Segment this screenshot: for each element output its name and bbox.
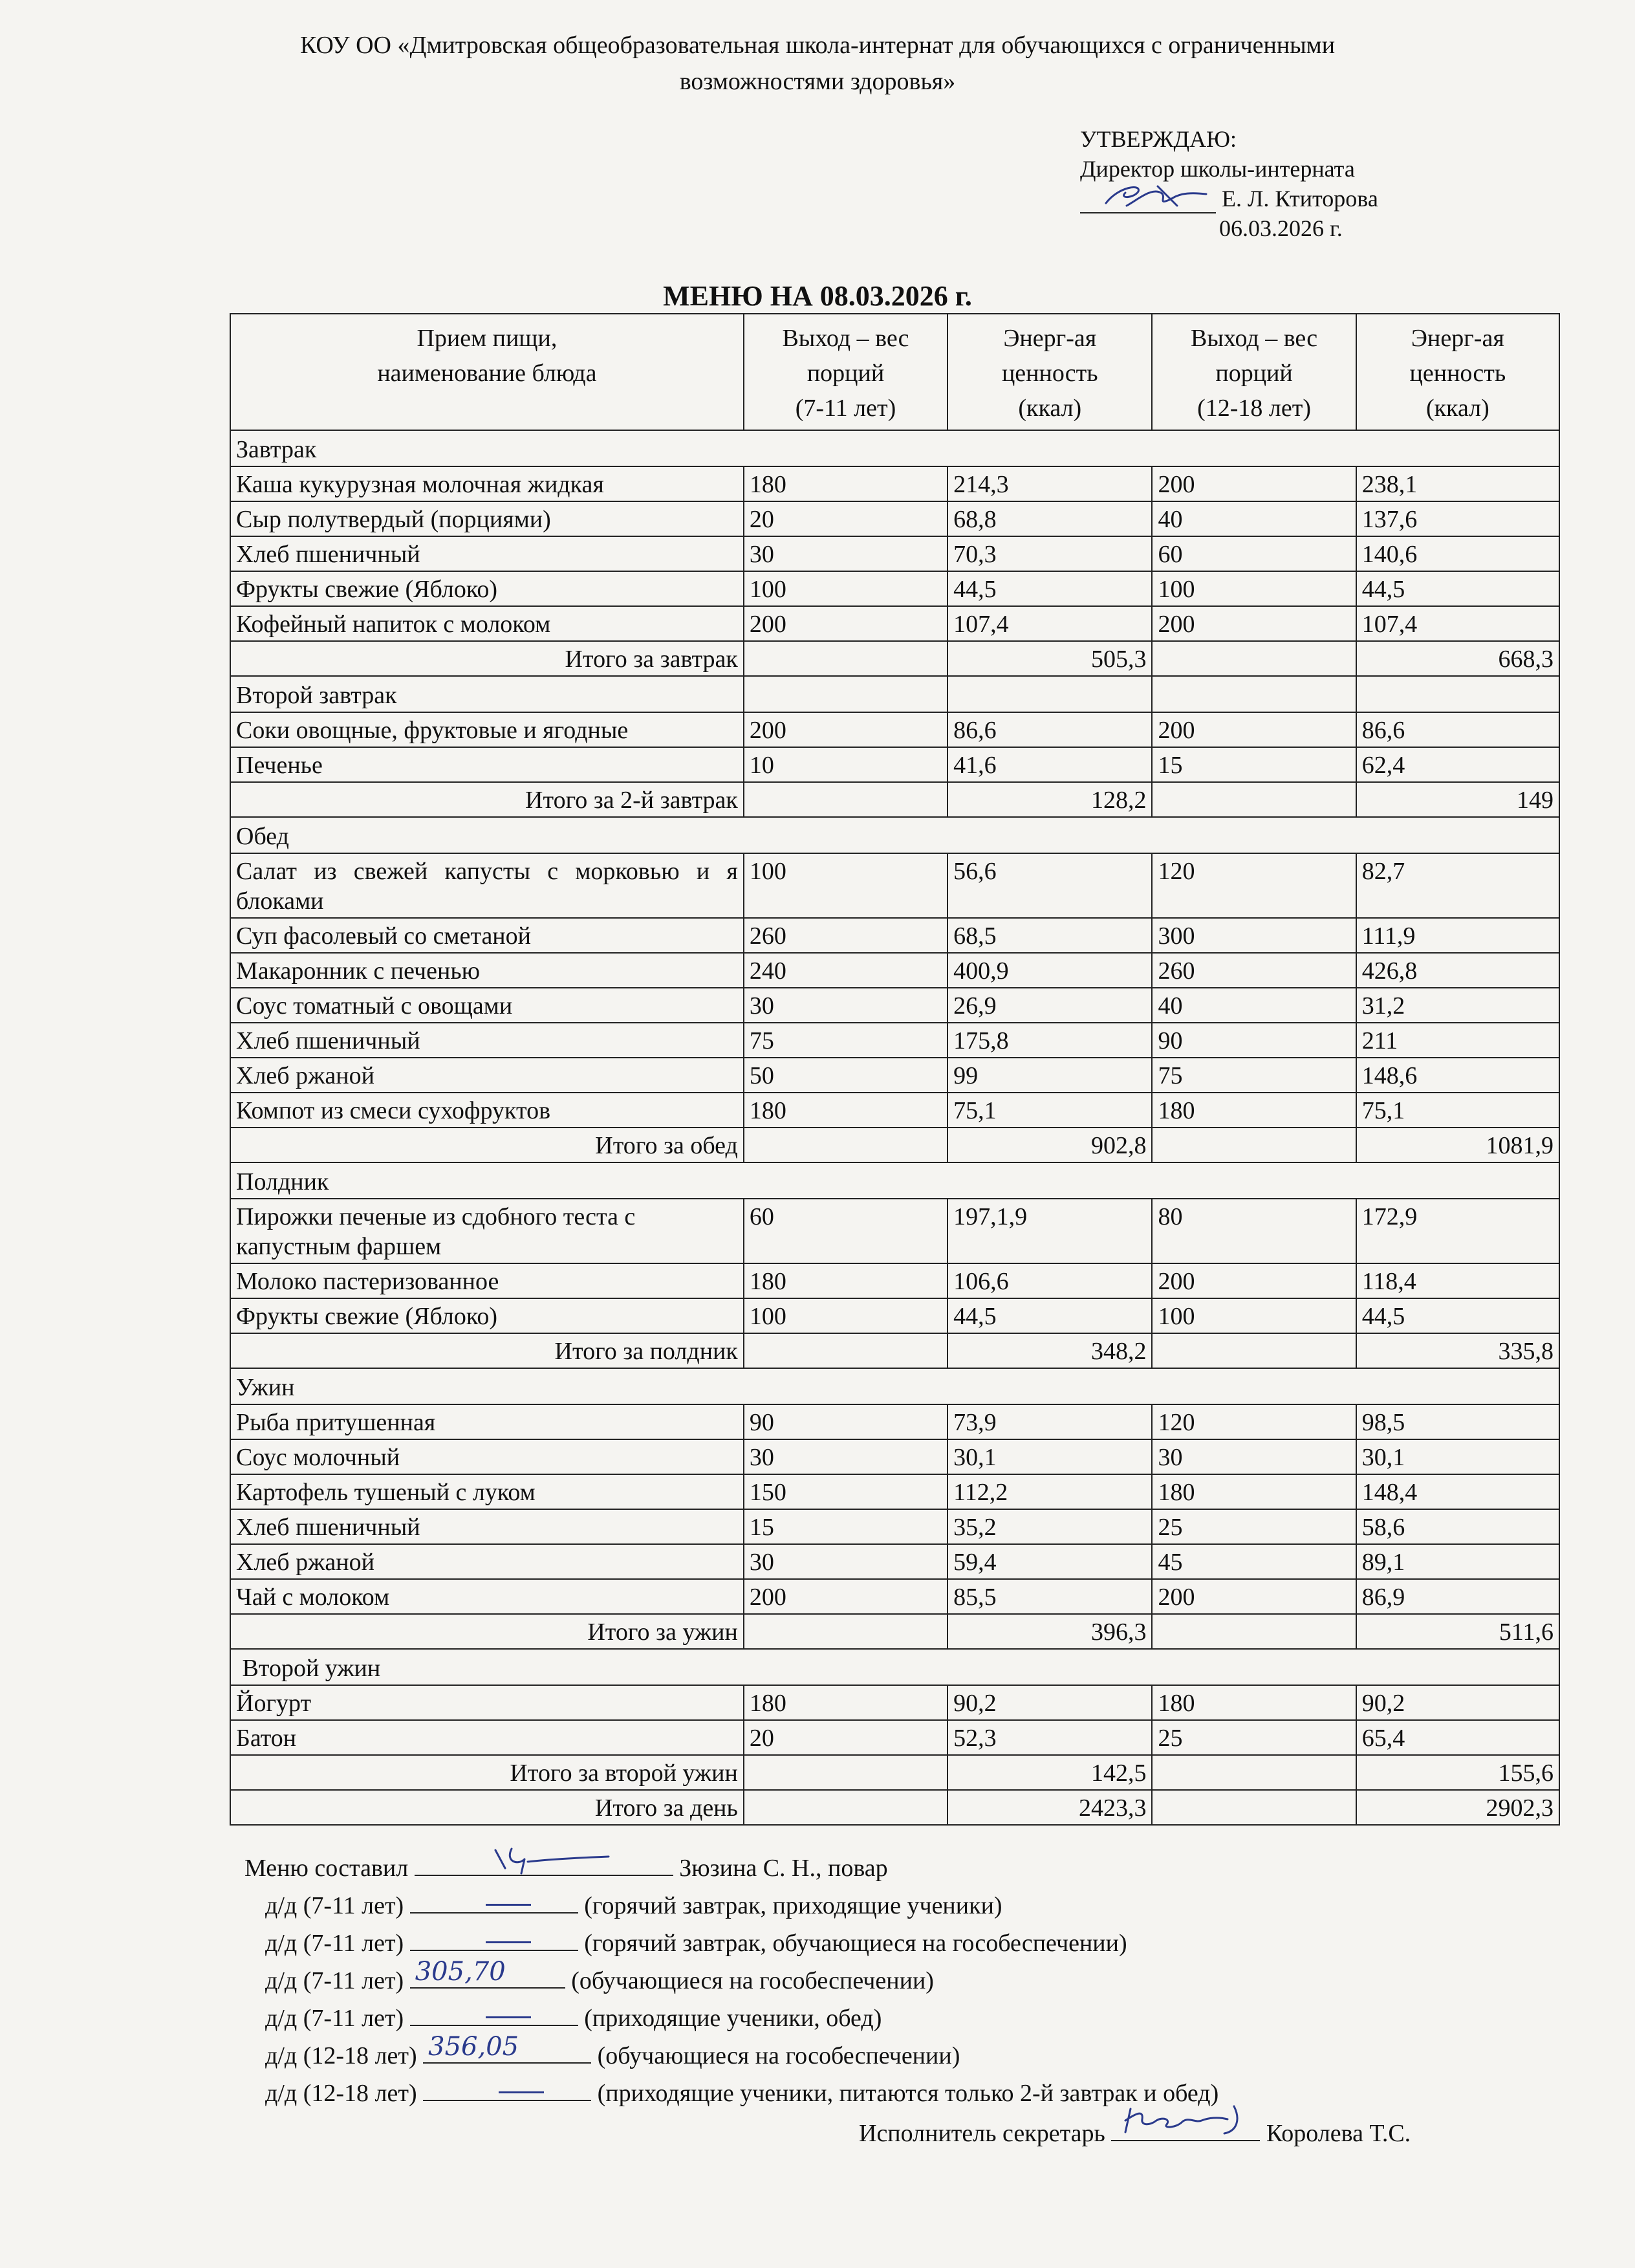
dish-name: Фрукты свежие (Яблоко): [230, 571, 744, 606]
energy-7-11: 175,8: [947, 1023, 1152, 1058]
day-total-energy-7-11: 2423,3: [947, 1790, 1152, 1825]
table-header-row: [230, 314, 1559, 430]
section-row: [230, 1368, 1559, 1404]
section-name: Полдник: [230, 1162, 1559, 1199]
total-row: [230, 641, 1559, 676]
col-header-energy-7-11: Энерг-ая ценность (ккал): [947, 314, 1152, 430]
total-energy-7-11: 348,2: [947, 1333, 1152, 1368]
energy-7-11: 30,1: [947, 1439, 1152, 1474]
dd-line: [244, 1957, 1218, 1999]
weight-7-11: 30: [744, 536, 947, 571]
dd-line: [244, 1886, 1218, 1924]
dish-name: Суп фасолевый со сметаной: [230, 918, 744, 953]
dd-label: д/д (7-11 лет): [265, 1892, 404, 1919]
energy-12-18: 111,9: [1356, 918, 1559, 953]
weight-12-18: 120: [1152, 853, 1356, 918]
col-header-energy-12-18: Энерг-ая ценность (ккал): [1356, 314, 1559, 430]
weight-7-11: 30: [744, 988, 947, 1023]
energy-12-18: 62,4: [1356, 747, 1559, 782]
weight-7-11: 240: [744, 953, 947, 988]
weight-7-11: 10: [744, 747, 947, 782]
total-energy-7-11: 902,8: [947, 1128, 1152, 1162]
total-label: Итого за ужин: [230, 1614, 744, 1649]
section-name: Второй завтрак: [230, 676, 744, 712]
energy-7-11: 35,2: [947, 1509, 1152, 1544]
weight-12-18: 200: [1152, 606, 1356, 641]
menu-title: МЕНЮ НА 08.03.2026 г.: [663, 280, 972, 312]
total-energy-12-18: 668,3: [1356, 641, 1559, 676]
dd-line: [244, 2074, 1218, 2111]
day-total-energy-12-18: 2902,3: [1356, 1790, 1559, 1825]
weight-7-11: 100: [744, 853, 947, 918]
weight-7-11: 180: [744, 466, 947, 501]
total-label: Итого за обед: [230, 1128, 744, 1162]
executor-name: Королева Т.С.: [1266, 2120, 1411, 2147]
day-total-label: Итого за день: [230, 1790, 744, 1825]
energy-12-18: 148,4: [1356, 1474, 1559, 1509]
day-total-row: [230, 1790, 1559, 1825]
dish-name: Хлеб пшеничный: [230, 1509, 744, 1544]
table-row: [230, 1439, 1559, 1474]
dd-value: 305,70: [410, 1961, 565, 1989]
table-row: [230, 571, 1559, 606]
section-name: Завтрак: [230, 430, 1559, 466]
table-row: [230, 953, 1559, 988]
dish-name: Каша кукурузная молочная жидкая: [230, 466, 744, 501]
weight-12-18: 180: [1152, 1685, 1356, 1720]
total-label: Итого за полдник: [230, 1333, 744, 1368]
approval-block: [1080, 124, 1378, 243]
approval-position: Директор школы-интерната: [1080, 156, 1355, 182]
energy-7-11: 400,9: [947, 953, 1152, 988]
approval-date: 06.03.2026 г.: [1219, 215, 1343, 241]
total-label: Итого за завтрак: [230, 641, 744, 676]
dd-line: [244, 2032, 1218, 2074]
energy-12-18: 86,9: [1356, 1579, 1559, 1614]
section-row: [230, 1649, 1559, 1685]
section-row: [230, 676, 1559, 712]
dish-name: Пирожки печеные из сдобного теста с капустным фаршем: [230, 1199, 744, 1263]
dd-note: (приходящие ученики, питаются только 2-й завтрак и обед): [597, 2080, 1219, 2107]
table-row: [230, 1509, 1559, 1544]
dish-name: Рыба притушенная: [230, 1404, 744, 1439]
energy-7-11: 85,5: [947, 1579, 1152, 1614]
composed-label: Меню составил: [244, 1855, 409, 1882]
weight-7-11: 20: [744, 501, 947, 536]
col-header-weight-12-18: Выход – вес порций (12-18 лет): [1152, 314, 1356, 430]
weight-12-18: 200: [1152, 712, 1356, 747]
dish-name: Картофель тушеный с луком: [230, 1474, 744, 1509]
energy-7-11: 107,4: [947, 606, 1152, 641]
table-row: [230, 747, 1559, 782]
weight-12-18: 25: [1152, 1720, 1356, 1755]
weight-12-18: 260: [1152, 953, 1356, 988]
energy-12-18: 30,1: [1356, 1439, 1559, 1474]
total-energy-12-18: 511,6: [1356, 1614, 1559, 1649]
weight-7-11: 200: [744, 712, 947, 747]
dish-name: Хлеб пшеничный: [230, 1023, 744, 1058]
weight-12-18: 180: [1152, 1093, 1356, 1128]
total-row: [230, 1614, 1559, 1649]
dish-name: Кофейный напиток с молоком: [230, 606, 744, 641]
energy-12-18: 75,1: [1356, 1093, 1559, 1128]
energy-7-11: 44,5: [947, 571, 1152, 606]
dish-name: Йогурт: [230, 1685, 744, 1720]
table-row: [230, 918, 1559, 953]
energy-12-18: 211: [1356, 1023, 1559, 1058]
weight-12-18: 100: [1152, 1298, 1356, 1333]
table-row: [230, 1685, 1559, 1720]
energy-12-18: 172,9: [1356, 1199, 1559, 1263]
energy-12-18: 31,2: [1356, 988, 1559, 1023]
menu-table: [230, 313, 1560, 1826]
dd-note: (приходящие ученики, обед): [584, 2005, 882, 2032]
organization-header: [0, 27, 1635, 100]
energy-12-18: 238,1: [1356, 466, 1559, 501]
dd-line: [244, 1999, 1218, 2036]
energy-12-18: 148,6: [1356, 1058, 1559, 1093]
table-row: [230, 501, 1559, 536]
footer-block: [244, 1849, 1218, 2111]
energy-12-18: 65,4: [1356, 1720, 1559, 1755]
energy-12-18: 107,4: [1356, 606, 1559, 641]
executor-label: Исполнитель секретарь: [859, 2120, 1105, 2147]
energy-12-18: 98,5: [1356, 1404, 1559, 1439]
table-row: [230, 1199, 1559, 1263]
energy-12-18: 140,6: [1356, 536, 1559, 571]
energy-7-11: 197,1,9: [947, 1199, 1152, 1263]
total-row: [230, 782, 1559, 817]
energy-12-18: 426,8: [1356, 953, 1559, 988]
dd-label: д/д (7-11 лет): [265, 2005, 404, 2032]
composer-signature-line: [415, 1849, 673, 1876]
executor-line: [859, 2114, 1411, 2152]
weight-12-18: 80: [1152, 1199, 1356, 1263]
total-energy-7-11: 505,3: [947, 641, 1152, 676]
section-name: Ужин: [230, 1368, 1559, 1404]
dd-note: (обучающиеся на гособеспечении): [571, 1967, 934, 1994]
table-row: [230, 853, 1559, 918]
dd-line: [244, 1924, 1218, 1961]
weight-12-18: 100: [1152, 571, 1356, 606]
dish-name: Макаронник с печенью: [230, 953, 744, 988]
weight-7-11: 180: [744, 1685, 947, 1720]
dish-name: Молоко пастеризованное: [230, 1263, 744, 1298]
energy-12-18: 137,6: [1356, 501, 1559, 536]
dd-value: [423, 2074, 591, 2101]
total-row: [230, 1128, 1559, 1162]
table-row: [230, 1404, 1559, 1439]
dd-label: д/д (12-18 лет): [265, 2080, 417, 2107]
dd-label: д/д (7-11 лет): [265, 1967, 404, 1994]
weight-12-18: 180: [1152, 1474, 1356, 1509]
weight-7-11: 15: [744, 1509, 947, 1544]
org-line-2: возможностями здоровья»: [679, 68, 956, 95]
energy-7-11: 86,6: [947, 712, 1152, 747]
weight-7-11: 30: [744, 1544, 947, 1579]
org-line-1: КОУ ОО «Дмитровская общеобразовательная школа-интернат для обучающихся с ограниченными: [299, 32, 1336, 59]
table-row: [230, 1298, 1559, 1333]
energy-12-18: 86,6: [1356, 712, 1559, 747]
table-row: [230, 1579, 1559, 1614]
dd-value: [410, 1886, 578, 1914]
executor-signature: [1111, 2100, 1266, 2139]
total-label: Итого за 2-й завтрак: [230, 782, 744, 817]
total-energy-12-18: 335,8: [1356, 1333, 1559, 1368]
dd-label: д/д (7-11 лет): [265, 1930, 404, 1957]
energy-7-11: 44,5: [947, 1298, 1152, 1333]
table-row: [230, 466, 1559, 501]
energy-7-11: 52,3: [947, 1720, 1152, 1755]
weight-7-11: 200: [744, 606, 947, 641]
director-name: Е. Л. Ктиторова: [1222, 186, 1378, 212]
weight-7-11: 100: [744, 1298, 947, 1333]
weight-12-18: 200: [1152, 466, 1356, 501]
composer-name: Зюзина С. Н., повар: [679, 1855, 888, 1882]
section-row: [230, 430, 1559, 466]
total-energy-7-11: 396,3: [947, 1614, 1152, 1649]
energy-12-18: 44,5: [1356, 571, 1559, 606]
section-name: Обед: [230, 817, 1559, 853]
energy-7-11: 59,4: [947, 1544, 1152, 1579]
composed-by-line: [244, 1849, 1218, 1886]
weight-12-18: 200: [1152, 1263, 1356, 1298]
energy-7-11: 70,3: [947, 536, 1152, 571]
col-header-dish: Прием пищи, наименование блюда: [230, 314, 744, 430]
weight-7-11: 180: [744, 1093, 947, 1128]
table-row: [230, 606, 1559, 641]
approval-title: УТВЕРЖДАЮ:: [1080, 126, 1237, 152]
energy-12-18: 44,5: [1356, 1298, 1559, 1333]
weight-12-18: 25: [1152, 1509, 1356, 1544]
weight-12-18: 45: [1152, 1544, 1356, 1579]
dish-name: Чай с молоком: [230, 1579, 744, 1614]
weight-7-11: 260: [744, 918, 947, 953]
weight-7-11: 100: [744, 571, 947, 606]
weight-7-11: 20: [744, 1720, 947, 1755]
dd-note: (обучающиеся на гособеспечении): [597, 2042, 960, 2069]
energy-7-11: 41,6: [947, 747, 1152, 782]
energy-12-18: 58,6: [1356, 1509, 1559, 1544]
energy-12-18: 118,4: [1356, 1263, 1559, 1298]
dish-name: Салат из свежей капусты с морковью и я блоками: [230, 853, 744, 918]
dish-name: Сыр полутвердый (порциями): [230, 501, 744, 536]
table-row: [230, 1023, 1559, 1058]
dd-note: (горячий завтрак, обучающиеся на гособеспечении): [584, 1930, 1127, 1957]
energy-12-18: 82,7: [1356, 853, 1559, 918]
table-row: [230, 1263, 1559, 1298]
dish-name: Соус томатный с овощами: [230, 988, 744, 1023]
energy-12-18: 89,1: [1356, 1544, 1559, 1579]
weight-7-11: 60: [744, 1199, 947, 1263]
dish-name: Батон: [230, 1720, 744, 1755]
table-row: [230, 712, 1559, 747]
dd-value: [410, 1924, 578, 1951]
energy-7-11: 90,2: [947, 1685, 1152, 1720]
weight-12-18: 40: [1152, 988, 1356, 1023]
energy-7-11: 56,6: [947, 853, 1152, 918]
weight-12-18: 200: [1152, 1579, 1356, 1614]
energy-7-11: 214,3: [947, 466, 1152, 501]
dish-name: Хлеб ржаной: [230, 1058, 744, 1093]
energy-7-11: 73,9: [947, 1404, 1152, 1439]
energy-7-11: 112,2: [947, 1474, 1152, 1509]
weight-7-11: 180: [744, 1263, 947, 1298]
section-name: Второй ужин: [230, 1649, 1559, 1685]
dd-note: (горячий завтрак, приходящие ученики): [584, 1892, 1002, 1919]
table-row: [230, 1093, 1559, 1128]
weight-7-11: 50: [744, 1058, 947, 1093]
dish-name: Фрукты свежие (Яблоко): [230, 1298, 744, 1333]
weight-12-18: 40: [1152, 501, 1356, 536]
weight-12-18: 120: [1152, 1404, 1356, 1439]
executor-signature-line: [1111, 2114, 1260, 2141]
dish-name: Хлеб ржаной: [230, 1544, 744, 1579]
energy-7-11: 75,1: [947, 1093, 1152, 1128]
weight-12-18: 15: [1152, 747, 1356, 782]
dd-label: д/д (12-18 лет): [265, 2042, 417, 2069]
table-row: [230, 1058, 1559, 1093]
weight-12-18: 90: [1152, 1023, 1356, 1058]
weight-12-18: 300: [1152, 918, 1356, 953]
total-energy-12-18: 1081,9: [1356, 1128, 1559, 1162]
energy-7-11: 68,8: [947, 501, 1152, 536]
energy-7-11: 106,6: [947, 1263, 1152, 1298]
weight-12-18: 30: [1152, 1439, 1356, 1474]
dish-name: Хлеб пшеничный: [230, 536, 744, 571]
table-row: [230, 1544, 1559, 1579]
weight-12-18: 60: [1152, 536, 1356, 571]
section-row: [230, 1162, 1559, 1199]
energy-7-11: 99: [947, 1058, 1152, 1093]
section-row: [230, 817, 1559, 853]
total-energy-7-11: 128,2: [947, 782, 1152, 817]
dd-value: [410, 1999, 578, 2026]
table-row: [230, 1720, 1559, 1755]
dish-name: Компот из смеси сухофруктов: [230, 1093, 744, 1128]
director-signature-line: [1080, 189, 1216, 213]
energy-12-18: 90,2: [1356, 1685, 1559, 1720]
dish-name: Соус молочный: [230, 1439, 744, 1474]
approval-signature-row: [1080, 184, 1378, 213]
composer-signature: [415, 1842, 673, 1875]
energy-7-11: 68,5: [947, 918, 1152, 953]
weight-7-11: 30: [744, 1439, 947, 1474]
weight-12-18: 75: [1152, 1058, 1356, 1093]
total-label: Итого за второй ужин: [230, 1755, 744, 1790]
dd-value: 356,05: [423, 2036, 591, 2064]
weight-7-11: 150: [744, 1474, 947, 1509]
dish-name: Печенье: [230, 747, 744, 782]
director-signature: [1080, 180, 1216, 212]
total-energy-7-11: 142,5: [947, 1755, 1152, 1790]
weight-7-11: 200: [744, 1579, 947, 1614]
total-energy-12-18: 155,6: [1356, 1755, 1559, 1790]
total-row: [230, 1755, 1559, 1790]
total-energy-12-18: 149: [1356, 782, 1559, 817]
weight-7-11: 75: [744, 1023, 947, 1058]
table-row: [230, 536, 1559, 571]
table-row: [230, 1474, 1559, 1509]
col-header-weight-7-11: Выход – вес порций (7-11 лет): [744, 314, 947, 430]
total-row: [230, 1333, 1559, 1368]
energy-7-11: 26,9: [947, 988, 1152, 1023]
table-row: [230, 988, 1559, 1023]
dish-name: Соки овощные, фруктовые и ягодные: [230, 712, 744, 747]
weight-7-11: 90: [744, 1404, 947, 1439]
